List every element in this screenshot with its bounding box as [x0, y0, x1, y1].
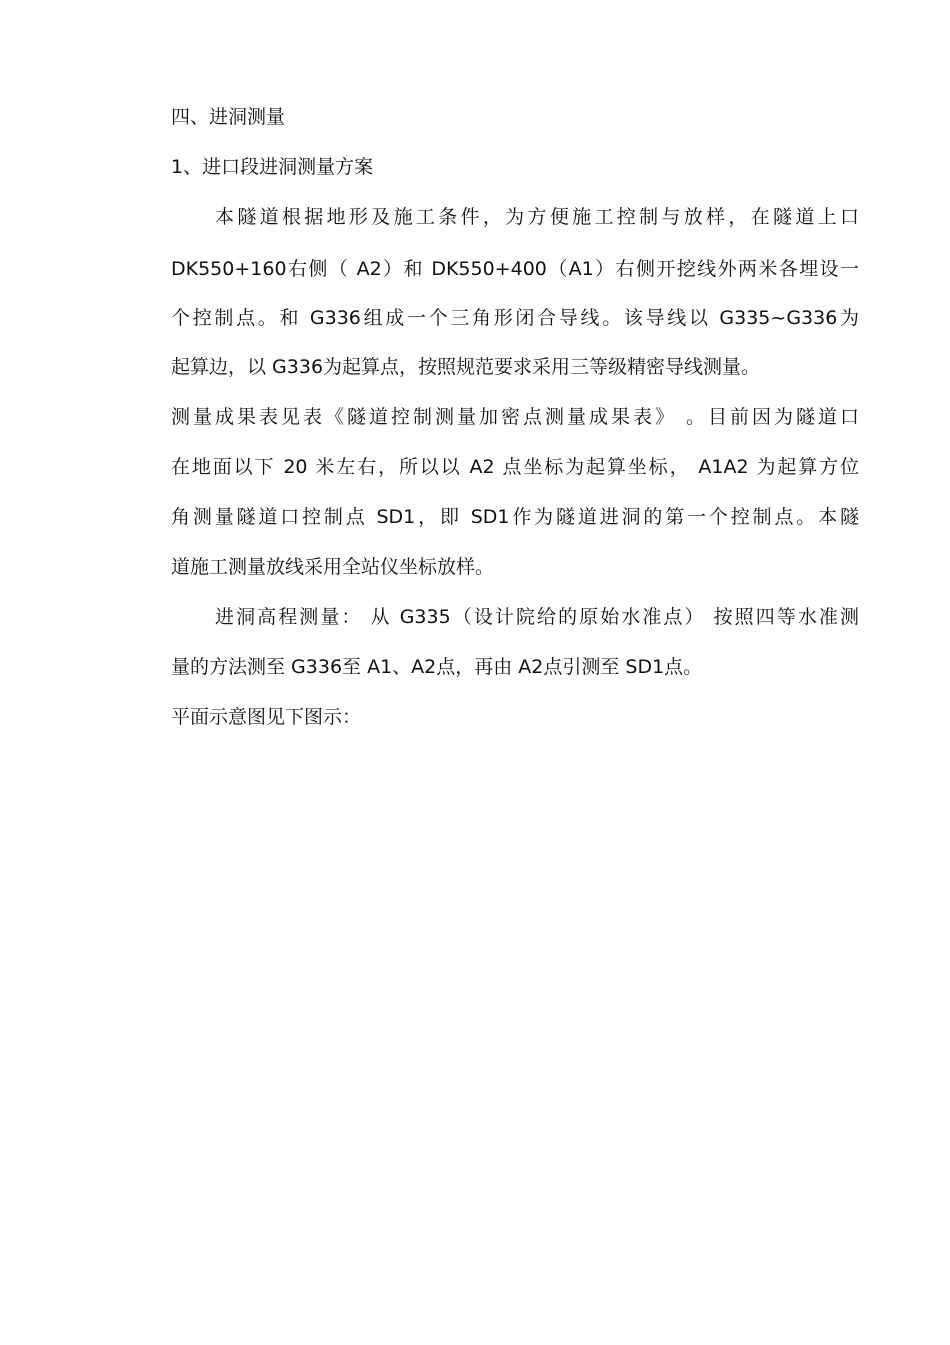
paragraph-1-line-6: 在地面以下 20 米左右，所以以 A2 点坐标为起算坐标， A1A2 为起算方位 — [171, 456, 859, 478]
paragraph-1-line-1: 本隧道根据地形及施工条件，为方便施工控制与放样，在隧道上口 — [215, 206, 859, 228]
section-heading: 四、进洞测量 — [171, 106, 286, 128]
paragraph-2-line-2: 量的方法测至 G336至 A1、A2点，再由 A2点引测至 SD1点。 — [171, 656, 703, 678]
subsection-heading: 1、进口段进洞测量方案 — [171, 156, 374, 178]
paragraph-1-line-3: 个控制点。和 G336组成一个三角形闭合导线。该导线以 G335~G336为 — [171, 307, 859, 329]
paragraph-1-line-2: DK550+160右侧（ A2）和 DK550+400（A1）右侧开挖线外两米各埋设一 — [171, 258, 859, 280]
paragraph-1-line-5: 测量成果表见表《隧道控制测量加密点测量成果表》 。目前因为隧道口 — [171, 406, 859, 428]
paragraph-1-line-8: 道施工测量放线采用全站仪坐标放样。 — [171, 556, 495, 578]
figure-caption: 平面示意图见下图示： — [171, 706, 362, 728]
paragraph-1-line-4: 起算边，以 G336为起算点，按照规范要求采用三等级精密导线测量。 — [171, 356, 761, 378]
paragraph-2-line-1: 进洞高程测量： 从 G335（设计院给的原始水准点） 按照四等水准测 — [215, 606, 859, 628]
paragraph-1-line-7: 角测量隧道口控制点 SD1，即 SD1作为隧道进洞的第一个控制点。本隧 — [171, 506, 859, 528]
